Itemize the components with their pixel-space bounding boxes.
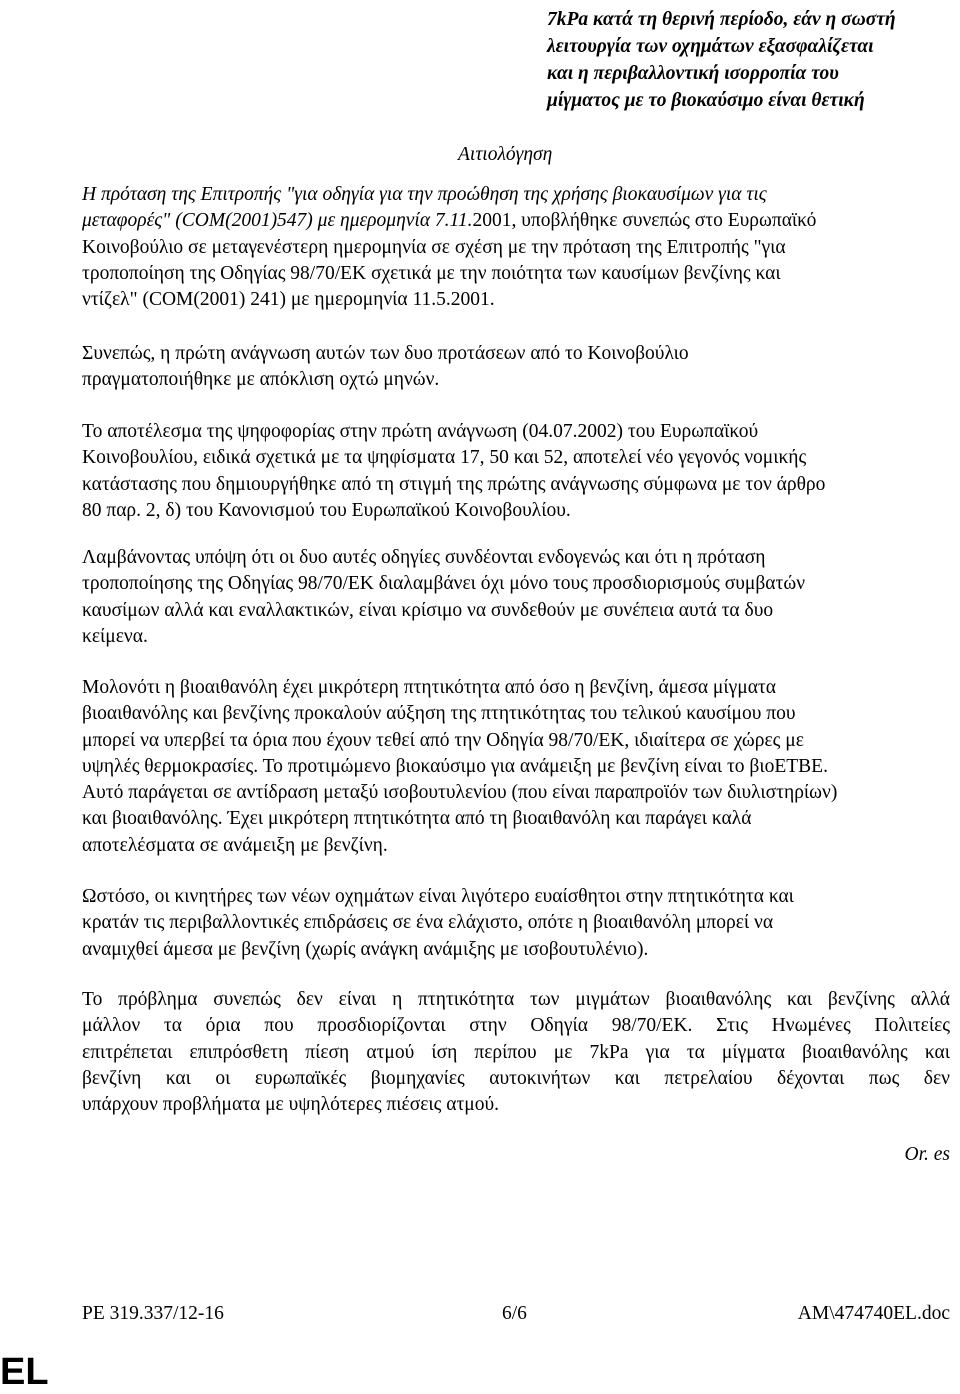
amendment-text [547, 6, 947, 114]
page-footer [82, 1303, 950, 1329]
amendment-line: και η περιβαλλοντική ισορροπία του [547, 63, 839, 84]
footer-reference: PE 319.337/12-16 [82, 1303, 224, 1324]
original-language: Or. es [904, 1144, 950, 1165]
text-line: 80 παρ. 2, δ) του Κανονισμού του Ευρωπαϊκού Κοινοβουλίου. [82, 499, 571, 521]
paragraph-vote-result [82, 419, 950, 524]
amendment-line: 7kPa κατά τη θερινή περίοδο, εάν η σωστή [547, 9, 896, 30]
language-code: EL [0, 1351, 49, 1393]
amendment-line: λειτουργία των οχημάτων εξασφαλίζεται [547, 36, 874, 57]
text-line: κατάστασης που δημιουργήθηκε από τη στιγμή της πρώτης ανάγνωσης σύμφωνα με τον άρθρο [82, 473, 826, 495]
footer-page-number: 6/6 [502, 1303, 527, 1324]
paragraph-commission-proposal [82, 182, 950, 313]
text-line: Συνεπώς, η πρώτη ανάγνωση αυτών των δυο προτάσεων από το Κοινοβούλιο [82, 343, 689, 364]
paragraph-new-engines [82, 884, 950, 963]
text-line: αναμιχθεί άμεσα με βενζίνη (χωρίς ανάγκη ανάμιξης με ισοβουτυλένιο). [82, 938, 649, 960]
text-line: Μολονότι η βιοαιθανόλη έχει μικρότερη πτητικότητα από όσο η βενζίνη, άμεσα μίγματα [82, 677, 776, 698]
justification-heading: Αιτιολόγηση [458, 144, 553, 165]
text-line: Αυτό παράγεται σε αντίδραση μεταξύ ισοβουτυλενίου (που είναι παραπροϊόν των διυλιστηρίων) [82, 782, 838, 804]
text-line: μπορεί να υπερβεί τα όρια που έχουν τεθεί από την Οδηγία 98/70/ΕΚ, ιδιαίτερα σε χώρες με [82, 729, 804, 751]
text-line: Ωστόσο, οι κινητήρες των νέων οχημάτων είναι λιγότερο ευαίσθητοι στην πτητικότητα και [82, 886, 794, 907]
text-line: πραγματοποιήθηκε με απόκλιση οχτώ μηνών. [82, 369, 440, 391]
text-line: μάλλον τα όρια που προσδιορίζονται στην Οδηγία 98/70/ΕΚ. Στις Ηνωμένες Πολιτείες [82, 1015, 950, 1037]
text-line: Το πρόβλημα συνεπώς δεν είναι η πτητικότητα των μιγμάτων βιοαιθανόλης και βενζίνης αλλά [82, 989, 950, 1010]
text-line: υπάρχουν προβλήματα με υψηλότερες πιέσεις ατμού. [82, 1094, 500, 1116]
text-line: βενζίνη και οι ευρωπαϊκές βιομηχανίες αυτοκινήτων και πετρελαίου δέχονται πως δεν [82, 1067, 950, 1089]
paragraph-first-reading [82, 341, 950, 394]
text-line: κείμενα. [82, 625, 148, 647]
paragraph-linked-directives [82, 545, 950, 650]
text-line: αποτελέσματα σε ανάμειξη με βενζίνη. [82, 834, 388, 856]
text-line: Η πρόταση της Επιτροπής "για οδηγία για την προώθηση της χρήσης βιοκαυσίμων για τις [82, 184, 767, 205]
text-line: υψηλές θερμοκρασίες. Το προτιμώμενο βιοκαύσιμο για ανάμειξη με βενζίνη είναι το βιοΕΤΒΕ. [82, 755, 828, 777]
text-line: βιοαιθανόλης και βενζίνης προκαλούν αύξηση της πτητικότητας του τελικού καυσίμου που [82, 703, 796, 725]
footer-document-id: AM\474740EL.doc [797, 1303, 950, 1324]
text-line: ντίζελ" (COM(2001) 241) με ημερομηνία 11.5.2001. [82, 289, 495, 311]
paragraph-bioethanol-volatility [82, 675, 950, 859]
text-fragment: 2001, υποβλήθηκε συνεπώς στο Ευρωπαϊκό [472, 210, 817, 232]
text-line [82, 419, 950, 445]
amendment-line: μίγματος με το βιοκαύσιμο είναι θετική [547, 90, 865, 111]
text-fragment: Το αποτέλεσμα της ψηφοφορίας στην πρώτη ανάγνωση (04.07. [82, 421, 578, 442]
text-line: επιτρέπεται επιπρόσθετη πίεση ατμού ίση περίπου με 7kPa για τα μίγματα βιοαιθανόλης και [82, 1041, 950, 1063]
text-fragment: μεταφορές" (COM(2001)547) με ημερομηνία 7.11. [82, 210, 473, 232]
text-line: καυσίμων αλλά και εναλλακτικών, είναι κρίσιμο να συνδεθούν με συνέπεια αυτά τα δυο [82, 599, 774, 621]
text-line [82, 208, 950, 234]
text-line: και βιοαιθανόλης. Έχει μικρότερη πτητικότητα από τη βιοαιθανόλη και παράγει καλά [82, 808, 752, 830]
text-line: τροποποίηση της Οδηγίας 98/70/ΕΚ σχετικά με την ποιότητα των καυσίμων βενζίνης και [82, 262, 781, 284]
text-line: Κοινοβουλίου, ειδικά σχετικά με τα ψηφίσματα 17, 50 και 52, αποτελεί νέο γεγονός νομικής [82, 447, 807, 469]
text-line: Κοινοβούλιο σε μεταγενέστερη ημερομηνία σε σχέση με την πρόταση της Επιτροπής "για [82, 236, 786, 258]
text-line: τροποποίησης της Οδηγίας 98/70/ΕΚ διαλαμβάνει όχι μόνο τους προσδιορισμούς συμβατών [82, 573, 806, 595]
paragraph-limits-problem [82, 987, 950, 1118]
text-line: κρατάν τις περιβαλλοντικές επιδράσεις σε ένα ελάχιστο, οπότε η βιοαιθανόλη μπορεί να [82, 912, 774, 934]
text-line: Λαμβάνοντας υπόψη ότι οι δυο αυτές οδηγίες συνδέονται ενδογενώς και ότι η πρόταση [82, 547, 766, 568]
text-fragment: 2002) του Ευρωπαϊκού [577, 421, 759, 442]
